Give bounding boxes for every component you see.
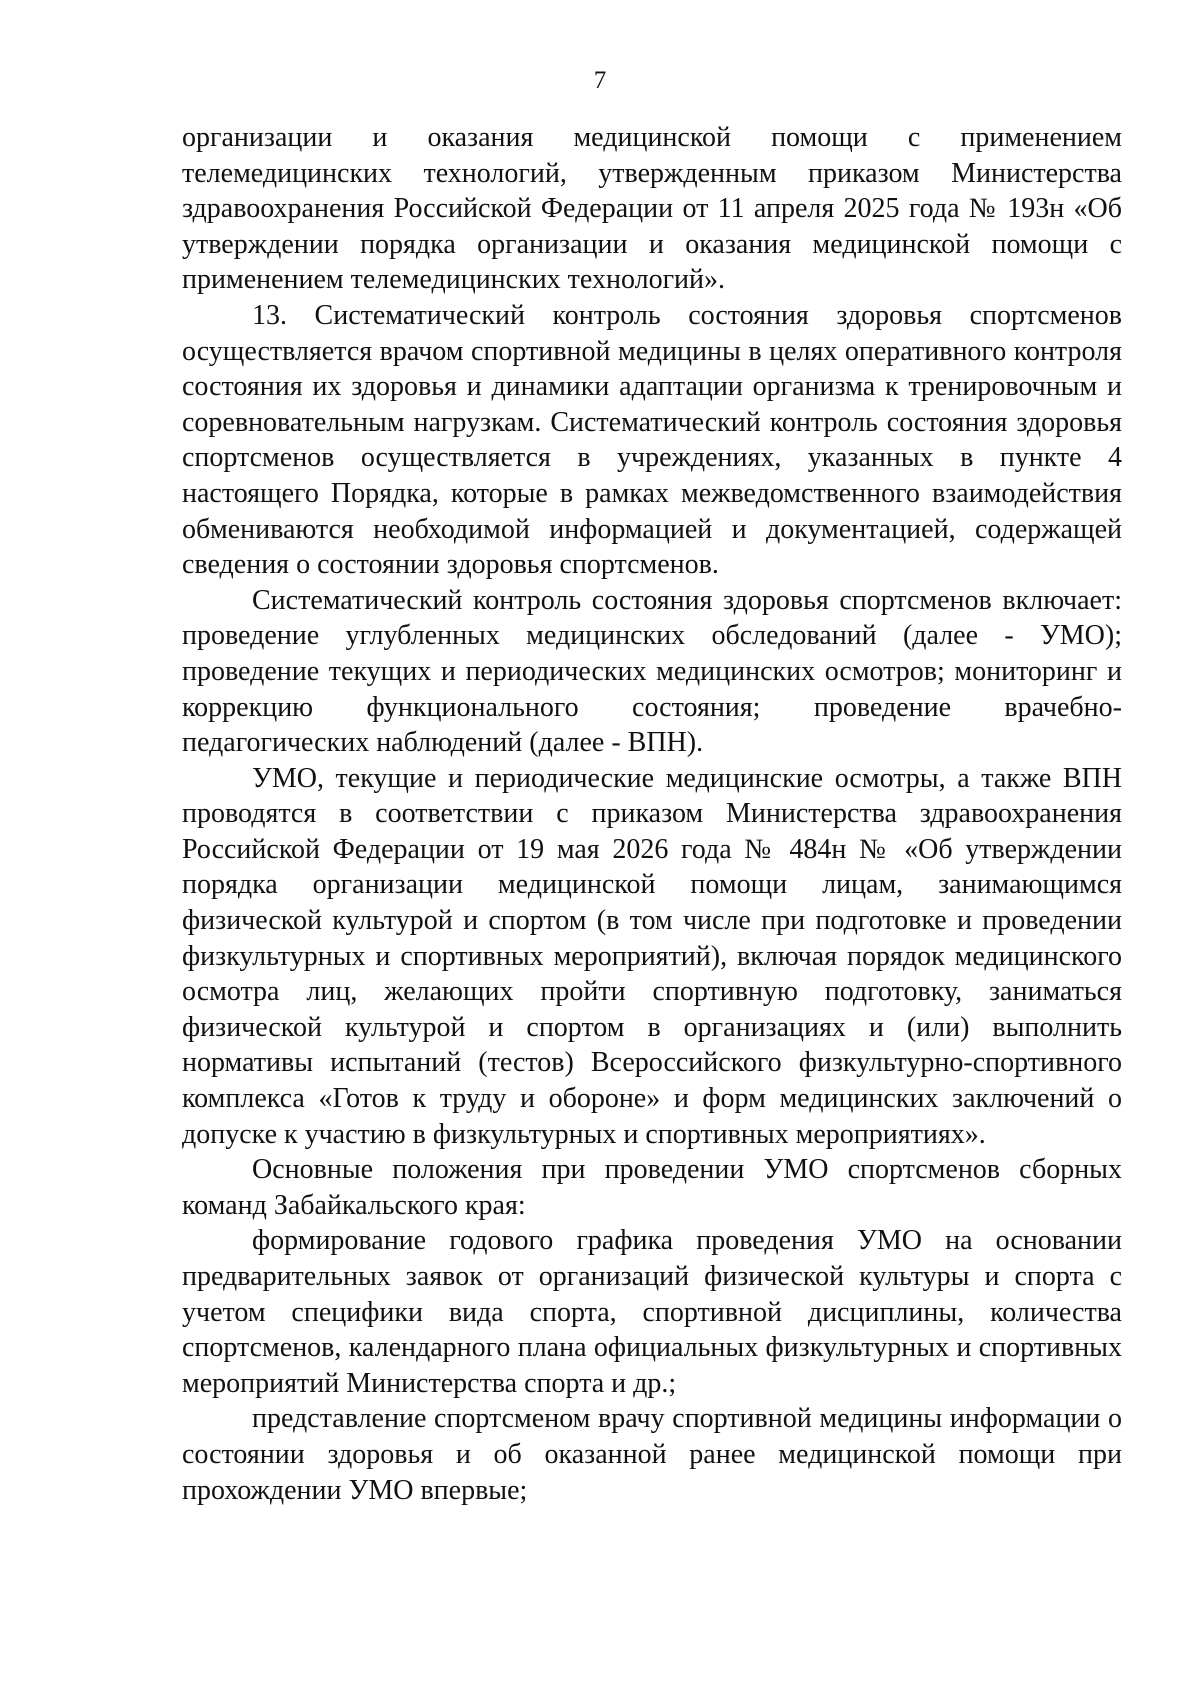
paragraph-health-info: представление спортсменом врачу спортивной медицины информации о состоянии здоровья и об оказанной ранее медицинской помощи при прохождении УМО впервые; [182,1403,1122,1506]
paragraph-control-includes: Систематический контроль состояния здоровья спортсменов включает: проведение углубленных медицинских обследований (далее - УМО); проведение текущих и периодических медицинских осмотров; мониторинг и коррекцию функционального состояния; проведение врачебно-педагогических наблюдений (далее - ВПН). [182,584,1122,759]
page-number: 7 [593,67,607,94]
paragraph-main-provisions: Основные положения при проведении УМО спортсменов сборных команд Забайкальского края: [182,1154,1122,1221]
paragraph-umo-order: УМО, текущие и периодические медицинские осмотры, а также ВПН проводятся в соответствии с приказом Министерства здравоохранения Российской Федерации от 19 мая 2026 года № 484н № «Об утверждении порядка организации медицинской помощи лицам, занимающимся физической культурой и спортом (в том числе при подготовке и проведении физкультурных и спортивных мероприятий), включая порядок медицинского осмотра лиц, желающих пройти спортивную подготовку, заниматься физической культурой и спортом в организациях и (или) выполнить нормативы испытаний (тестов) Всероссийского физкультурно-спортивного комплекса «Готов к труду и обороне» и форм медицинских заключений о допуске к участию в физкультурных и спортивных мероприятиях». [182,762,1122,1150]
paragraph-continuation: организации и оказания медицинской помощи с применением телемедицинских технологий, утвержденным приказом Министерства здравоохранения Российской Федерации от 11 апреля 2025 года № 193н «Об утверждении порядка организации и оказания медицинской помощи с применением телемедицинских технологий». [182,122,1122,296]
paragraph-annual-schedule: формирование годового графика проведения УМО на основании предварительных заявок от организаций физической культуры и спорта с учетом специфики вида спорта, спортивной дисциплины, количества спортсменов, календарного плана официальных физкультурных и спортивных мероприятий Министерства спорта и др.; [182,1225,1122,1399]
document-body [182,120,1122,1508]
paragraph-item-13: 13. Систематический контроль состояния здоровья спортсменов осуществляется врачом спортивной медицины в целях оперативного контроля состояния их здоровья и динамики адаптации организма к тренировочным и соревновательным нагрузкам. Систематический контроль состояния здоровья спортсменов осуществляется в учреждениях, указанных в пункте 4 настоящего Порядка, которые в рамках межведомственного взаимодействия обмениваются необходимой информацией и документацией, содержащей сведения о состоянии здоровья спортсменов. [182,299,1122,581]
